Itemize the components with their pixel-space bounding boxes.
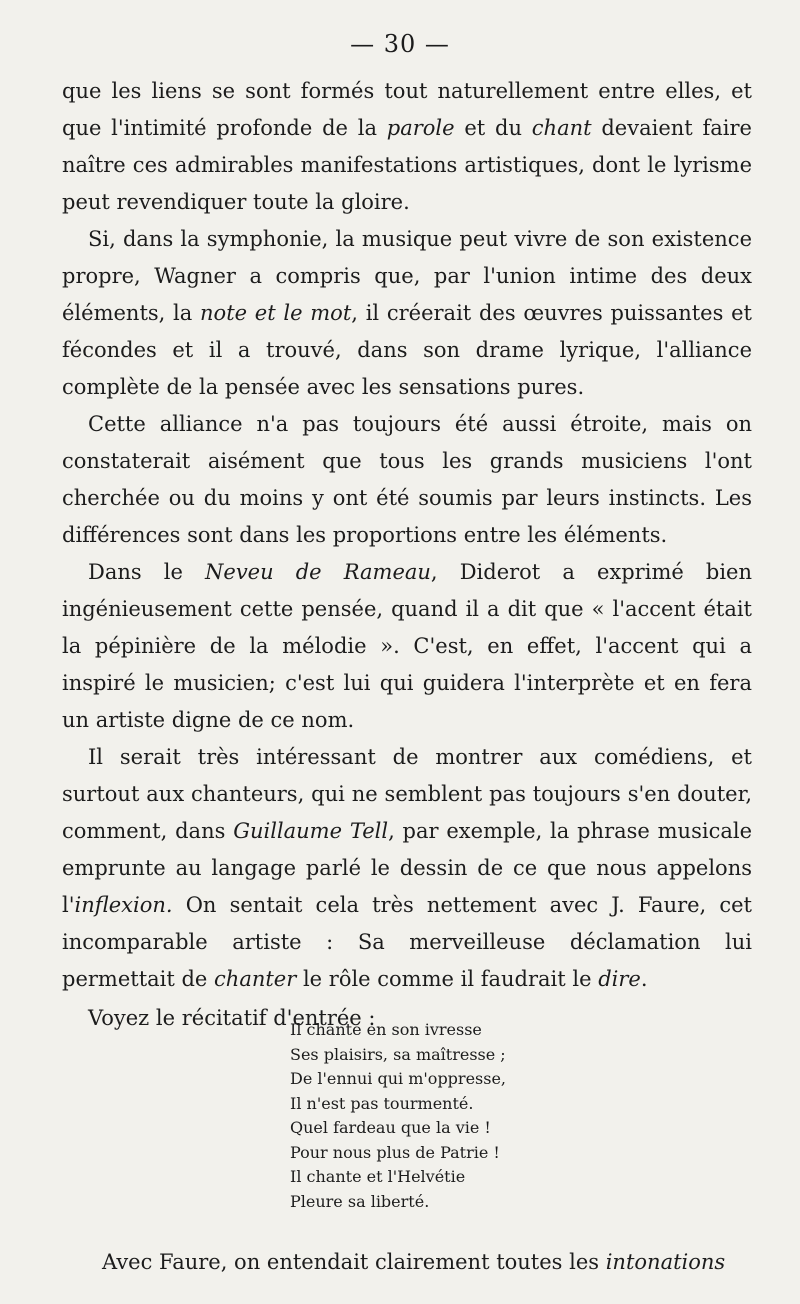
text-run: et du — [454, 116, 532, 140]
text-run: Avec Faure, on entendait clairement toutes les — [102, 1250, 606, 1274]
text-run: , Diderot a exprimé bien ingénieusement cette pensée, quand il a dit que « l'accent était la pépinière de la mélodie ». C'est, en effet, l'accent qui a inspiré le musicien; c'est lui qui guidera l'interprète et en fera un artiste digne de ce nom. — [62, 560, 752, 732]
poem-line: Quel fardeau que la vie ! — [290, 1118, 491, 1137]
paragraph-3 — [62, 406, 752, 554]
italic-text: note et le mot — [200, 301, 352, 325]
poem-block — [290, 1018, 590, 1214]
paragraph-1 — [62, 73, 752, 221]
italic-text: chant — [531, 116, 592, 140]
poem-line: Ses plaisirs, sa maîtresse ; — [290, 1044, 506, 1064]
text-run: Si, dans la symphonie, la musique peut vivre de son existence propre, Wagner a compris que, par l'union intime des deux éléments, la — [62, 227, 752, 325]
paragraph-5 — [62, 739, 752, 998]
text-run: , il créerait des œuvres puissantes et fécondes et il a trouvé, dans son drame lyrique, l'alliance complète de la pensée avec les sensations pures. — [62, 301, 752, 399]
italic-text: Neveu de Rameau — [205, 560, 431, 584]
poem-line: De l'ennui qui m'oppresse, — [290, 1069, 507, 1088]
paragraph-2 — [62, 221, 752, 406]
paragraph-4 — [62, 554, 752, 739]
text-run: que les liens se sont formés tout naturellement entre elles, et que l'intimité profonde de la — [62, 79, 752, 140]
poem-line: Il n'est pas tourmenté. — [290, 1093, 474, 1113]
italic-text: dire — [598, 967, 641, 991]
poem-line: Pleure sa liberté. — [290, 1191, 430, 1211]
text-run: devaient faire naître ces admirables manifestations artistiques, dont le lyrisme peut revendiquer toute la gloire. — [62, 116, 752, 214]
continuation-line — [62, 1244, 752, 1281]
text-run: On sentait cela très nettement avec J. Faure, cet incomparable artiste : Sa merveilleuse déclamation lui permettait de — [62, 893, 752, 991]
italic-text: Guillaume Tell — [233, 819, 389, 843]
italic-text: inflexion. — [74, 893, 173, 917]
poem-line: Pour nous plus de Patrie ! — [290, 1142, 500, 1162]
text-run: Cette alliance n'a pas toujours été aussi étroite, mais on constaterait aisément que tous les grands musiciens l'ont cherchée ou du moins y ont été soumis par leurs instincts. Les différences sont dans les proportions entre les éléments. — [62, 412, 752, 547]
body-text — [62, 73, 752, 1037]
text-run: , par exemple, la phrase musicale emprunte au langage parlé le dessin de ce que nous appelons l' — [62, 819, 752, 917]
italic-text: chanter — [214, 967, 297, 991]
text-run: . — [640, 967, 648, 991]
text-run: Dans le — [88, 560, 206, 584]
italic-text: parole — [386, 116, 455, 140]
text-run: Voyez le récitatif d'entrée : — [88, 1006, 376, 1030]
page-number: — 30 — — [350, 30, 450, 58]
italic-text: intonations — [605, 1250, 726, 1274]
text-run: le rôle comme il faudrait le — [296, 967, 599, 991]
poem-line: Il chante en son ivresse — [290, 1020, 482, 1039]
text-run: Il serait très intéressant de montrer aux comédiens, et surtout aux chanteurs, qui ne semblent pas toujours s'en douter, comment, dans — [62, 745, 752, 843]
poem-line: Il chante et l'Helvétie — [290, 1167, 466, 1186]
